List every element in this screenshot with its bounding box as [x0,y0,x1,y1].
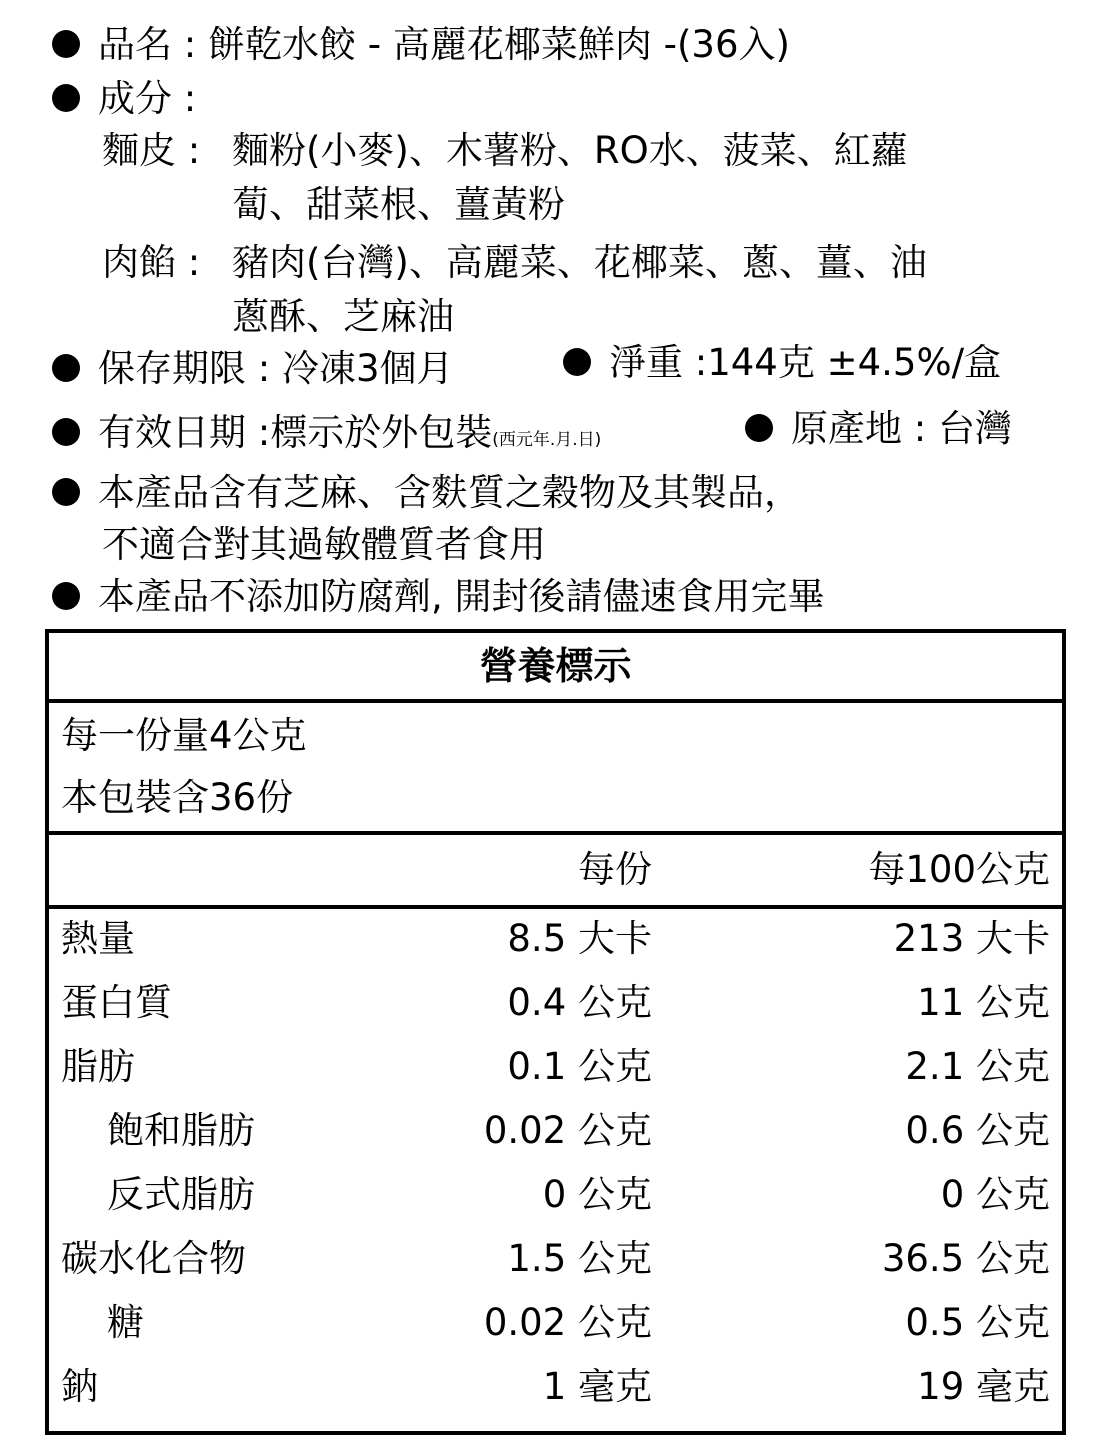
product-name: 餅乾水餃 - 高麗花椰菜鮮肉 -(36入) [208,23,790,66]
expiry-text: 有效日期 :標示於外包裝 [98,411,493,454]
bullet-icon [563,348,591,376]
per-serving-value: 0.4 公克 [507,981,652,1024]
nutrient-name: 脂肪 [61,1045,135,1088]
nutrient-name: 反式脂肪 [107,1173,255,1216]
nutrient-name: 糖 [107,1301,144,1344]
col-per-serving: 每份 [578,848,652,891]
servings-per-package: 本包裝含36份 [61,776,294,819]
per-100g-value: 213 大卡 [893,917,1050,960]
bullet-icon [52,30,80,58]
filling-ingredients-line1: 豬肉(台灣)、高麗菜、花椰菜、蔥、薑、油 [232,241,927,284]
table-row [49,1101,1062,1165]
preservative-text: 本產品不添加防腐劑, 開封後請儘速食用完畢 [98,575,825,618]
per-100g-value: 0 公克 [940,1173,1050,1216]
per-100g-value: 0.5 公克 [905,1301,1050,1344]
ingredients-heading [52,76,196,122]
allergen-text-2: 不適合對其過敏體質者食用 [102,523,546,566]
allergen-line [52,470,801,516]
per-100g-value: 19 毫克 [917,1365,1050,1408]
expiry-line [52,410,601,463]
per-100g-value: 0.6 公克 [905,1109,1050,1152]
table-row [49,909,1062,973]
per-serving-value: 0.02 公克 [483,1109,652,1152]
per-serving-value: 1 毫克 [542,1365,652,1408]
table-row [49,1293,1062,1357]
allergen-text-1: 本產品含有芝麻、含麩質之穀物及其製品， [98,471,801,514]
bullet-icon [52,478,80,506]
col-per-100g: 每100公克 [868,848,1050,891]
nutrient-name: 蛋白質 [61,981,172,1024]
per-100g-value: 11 公克 [917,981,1050,1024]
per-100g-value: 2.1 公克 [905,1045,1050,1088]
nutrient-name: 飽和脂肪 [107,1109,255,1152]
serving-size: 每一份量4公克 [61,714,307,757]
table-row [49,1229,1062,1293]
shelf-life-line [52,346,454,392]
product-name-label: 品名 : [98,23,208,66]
preservative-line [52,574,825,620]
nutrition-column-header [49,835,1062,909]
nutrient-name: 鈉 [61,1365,98,1408]
ingredients-label: 成分 : [98,77,197,120]
shelf-life: 保存期限 : 冷凍3個月 [98,347,454,390]
table-row [49,1165,1062,1229]
skin-label: 麵皮 : [102,129,201,172]
product-name-line [52,22,790,68]
per-serving-value: 0.1 公克 [507,1045,652,1088]
skin-ingredients-line1: 麵粉(小麥)、木薯粉、RO水、菠菜、紅蘿 [232,129,908,172]
nutrient-name: 熱量 [61,917,135,960]
net-weight: 淨重 :144克 ±4.5%/盒 [609,341,1002,384]
serving-info [49,703,1062,835]
bullet-icon [52,84,80,112]
nutrient-name: 碳水化合物 [61,1237,246,1280]
per-100g-value: 36.5 公克 [881,1237,1050,1280]
origin: 原產地 : 台灣 [791,407,1012,450]
per-serving-value: 8.5 大卡 [507,917,652,960]
bullet-icon [52,582,80,610]
table-row [49,973,1062,1037]
origin-line [745,406,1012,452]
bullet-icon [52,418,80,446]
expiry-format-note: (西元年.月.日) [492,430,602,450]
nutrition-table [45,629,1066,1435]
nutrition-title: 營養標示 [49,633,1062,703]
per-serving-value: 0 公克 [542,1173,652,1216]
bullet-icon [52,354,80,382]
table-row [49,1357,1062,1421]
bullet-icon [745,414,773,442]
per-serving-value: 1.5 公克 [507,1237,652,1280]
per-serving-value: 0.02 公克 [483,1301,652,1344]
filling-ingredients-line2: 蔥酥、芝麻油 [232,295,454,338]
table-row [49,1037,1062,1101]
filling-label: 肉餡 : [102,241,201,284]
net-weight-line [563,340,1001,386]
skin-ingredients-line2: 蔔、甜菜根、薑黃粉 [232,183,565,226]
